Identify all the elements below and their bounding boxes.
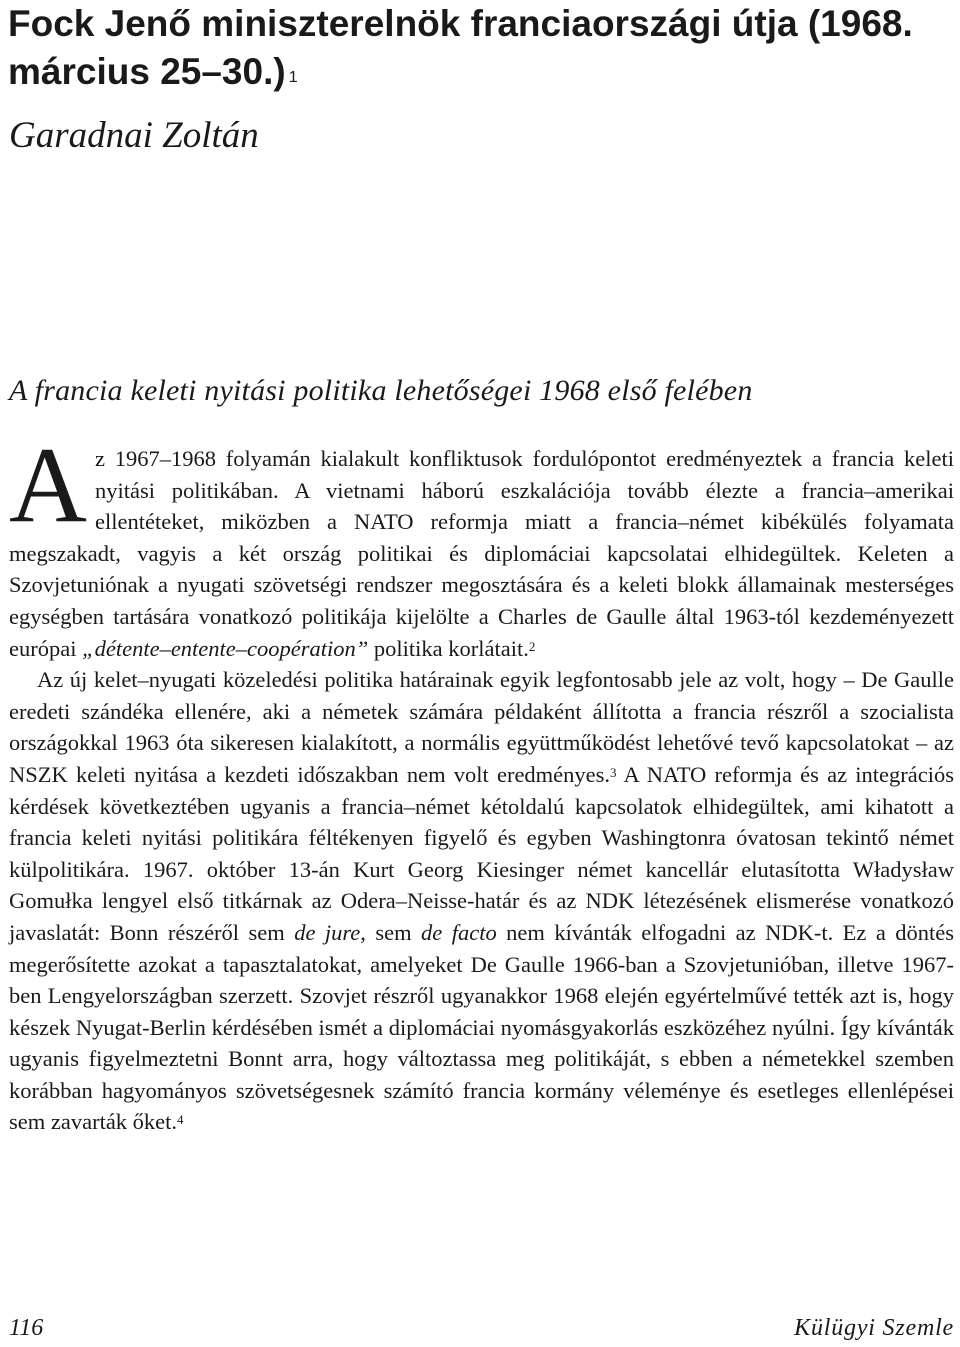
section-title: A francia keleti nyitási politika lehetőségei 1968 első felében [9,374,753,407]
de-facto-term: de facto [421,919,497,945]
journal-name: Külügyi Szemle [794,1315,954,1341]
paragraph-1-text-b: politika korlátait. [368,635,529,661]
paragraph-2-text-a: Az új kelet–nyugati közeledési politika határainak egyik legfontosabb jele az volt, hogy – De Gaulle eredeti szándéka ellenére, aki a németek számára példaként állította a francia részről a szocialista országokkal 1963 óta sikeresen kialakított, a normális együttműködést lehetővé tevő kapcsolatokat – az NSZK keleti nyitása a kezdeti időszakban nem volt eredményes. [9,667,954,787]
article-body [9,426,954,1138]
paragraph-2 [9,664,954,1138]
article-title-text: Fock Jenő miniszterelnök franciaországi útja (1968. március 25–30.) [8,3,913,92]
article-title [8,0,948,96]
paragraph-1 [9,426,954,664]
paragraph-2-text-d: nem kívánták elfogadni az NDK-t. Ez a döntés megerősítette azokat a tapasztalatokat, amelyeket De Gaulle 1966-ban a Szovjetunióban, illetve 1967-ben Lengyelországban szerzett. Szovjet részről ugyanakkor 1968 elején egyértelművé tették azt is, hogy készek Nyugat-Berlin kérdésében ismét a diplomáciai nyomásgyakorlás eszközéhez nyúlni. Így kívánták ugyanis figyelmeztetni Bonnt arra, hogy változtassa meg politikáját, s ebben a németekkel szemben korábban hagyományos szövetségesnek számító francia kormány véleménye és esetleges ellenlépései sem zavarták őket. [9,919,954,1135]
footnote-marker-3[interactable]: 3 [610,764,617,780]
drop-cap: A [9,426,87,545]
paragraph-1-text-a: z 1967–1968 folyamán kialakult konfliktusok fordulópontot eredményeztek a francia keleti nyitási politikában. A vietnami háború eszkalációja tovább élezte a francia–amerikai ellentéteket, miközben a NATO reformja miatt a francia–német kibékülés folyamata megszakadt, vagyis a két ország politikai és diplomáciai kapcsolatai elhidegültek. Keleten a Szovjetuniónak a nyugati szövetségi rendszer megosztására és a keleti blokk államainak mesterséges egységben tartására vonatkozó politikája kijelölte a Charles de Gaulle által 1963-tól kezdeményezett európai [9,446,954,661]
de-jure-term: de jure [294,919,361,945]
footnote-marker-4[interactable]: 4 [177,1112,184,1128]
paragraph-2-text-c: , sem [360,919,422,945]
page-number: 116 [9,1315,44,1341]
footnote-marker-2[interactable]: 2 [528,638,536,654]
detente-quote: „détente–entente–coopération” [82,635,369,661]
author-name: Garadnai Zoltán [9,115,259,156]
paragraph-2-text-b: A NATO reformja és az integrációs kérdések következtében ugyanis a francia–német kétoldalú kapcsolatok elhidegültek, ami kihatott a francia keleti nyitási politikára féltékenyen figyelő és egyben Washingtonra óvatosan tekintő német külpolitikára. 1967. október 13-án Kurt Georg Kiesinger német kancellár elutasította Władysław Gomułka lengyel első titkárnak az Odera–Neisse-határ és az NDK létezésének elismerése vonatkozó javaslatát: Bonn részéről sem [9,761,954,945]
page-footer [9,1313,954,1343]
title-footnote-marker[interactable]: 1 [288,69,298,86]
